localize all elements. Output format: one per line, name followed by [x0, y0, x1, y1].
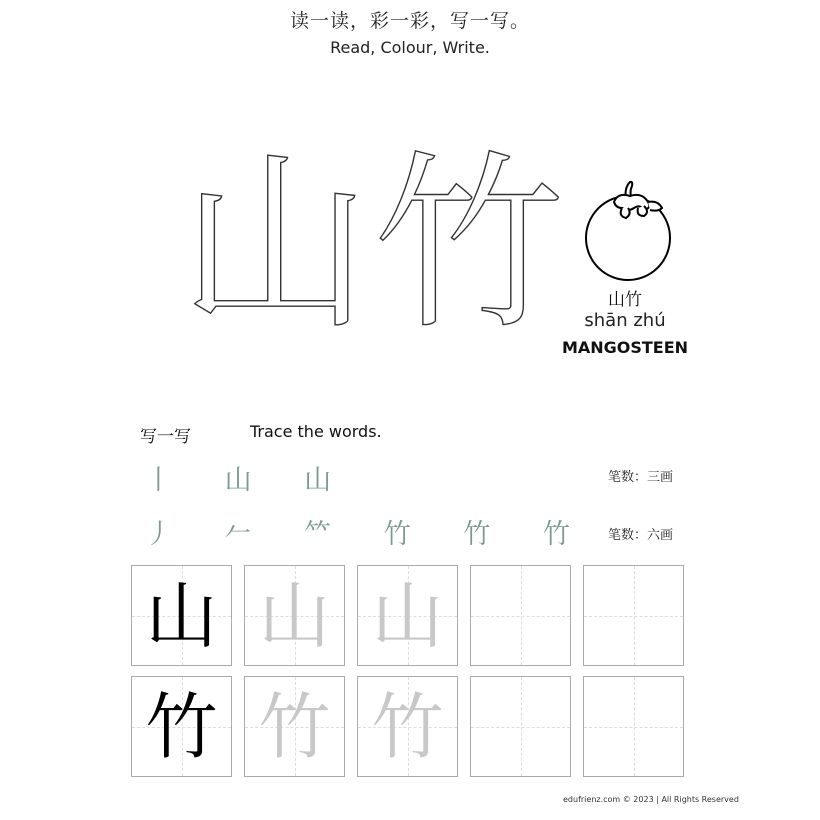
grid-cell-char: 竹	[145, 684, 218, 769]
grid-cell-empty[interactable]	[583, 565, 684, 666]
grid-cell-trace[interactable]	[244, 676, 345, 777]
grid-cell-char: 山	[371, 573, 444, 658]
grid-cell-trace[interactable]	[357, 565, 458, 666]
grid-cell-char: 山	[258, 573, 331, 658]
outline-char-shan: 山	[180, 134, 375, 355]
grid-cell-empty[interactable]	[583, 676, 684, 777]
grid-cell-char: 竹	[371, 684, 444, 769]
outline-characters	[180, 134, 569, 355]
word-english: MANGOSTEEN	[561, 338, 689, 357]
grid-cell-empty[interactable]	[470, 565, 571, 666]
writing-grid-row-shan	[131, 565, 684, 666]
grid-cell-trace[interactable]	[244, 565, 345, 666]
word-chinese: 山竹	[608, 290, 642, 310]
copyright-footer: edufrienz.com © 2023 | All Rights Reserved	[563, 795, 739, 804]
grid-cell-trace[interactable]	[357, 676, 458, 777]
stroke-count-shan: 笔数：三画	[608, 470, 674, 485]
trace-label-chinese: 写一写	[140, 427, 191, 447]
stroke-count-zhu: 笔数：六画	[608, 528, 674, 543]
page-title-english: Read, Colour, Write.	[330, 38, 490, 57]
grid-cell-model	[131, 565, 232, 666]
writing-grid-row-zhu	[131, 676, 684, 777]
stroke-order-shan: 丨 山 山	[145, 465, 354, 496]
outline-char-zhu: 竹	[374, 134, 569, 355]
trace-label-english: Trace the words.	[250, 422, 382, 441]
word-pinyin: shān zhú	[584, 310, 666, 331]
mangosteen-icon	[578, 178, 688, 283]
page-title-chinese: 读一读，彩一彩，写一写。	[289, 10, 530, 32]
grid-cell-model	[131, 676, 232, 777]
stroke-order-zhu: 丿 𠂉 𥫗 竹 竹 竹	[145, 519, 592, 550]
grid-cell-char: 山	[145, 573, 218, 658]
grid-cell-empty[interactable]	[470, 676, 571, 777]
grid-cell-char: 竹	[258, 684, 331, 769]
